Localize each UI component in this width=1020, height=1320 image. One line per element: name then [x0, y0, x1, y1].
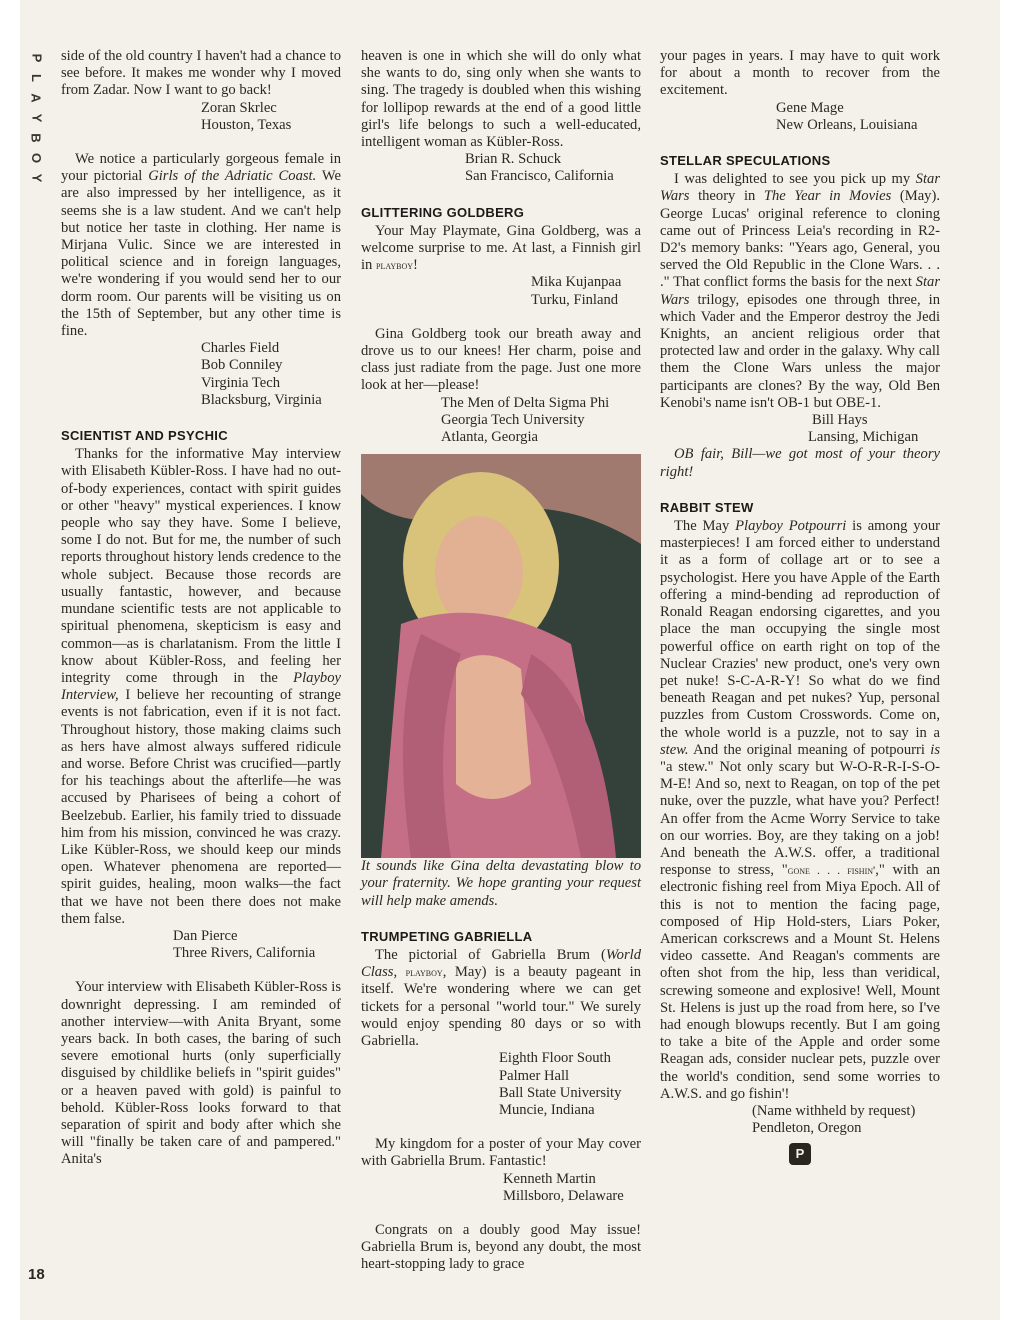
magazine-side-title [26, 48, 46, 188]
letter-paragraph: heaven is one in which she will do only what she wants to do, sing only when she wants to sing. The tragedy is doubled when this wishing for lollipop rewards at the end of a good little girl's life belongs to such a well-educated, intelligent woman as Kübler-Ross. [361, 48, 641, 151]
letter-signature: Charles Field Bob Conniley Virginia Tech Blacksburg, Virginia [201, 340, 322, 408]
letter-signature: Dan Pierce Three Rivers, California [173, 927, 316, 962]
letter-signature: Brian R. Schuck San Francisco, California [465, 151, 614, 185]
column-3 [660, 48, 940, 1165]
editor-reply: OB fair, Bill—we got most of your theory right! [660, 446, 940, 480]
side-title-letter: L [28, 74, 44, 82]
section-heading: STELLAR SPECULATIONS [660, 153, 831, 169]
letter-signature: Mika Kujanpaa Turku, Finland [531, 274, 622, 308]
side-title-letter: B [28, 133, 44, 143]
letter-paragraph: side of the old country I haven't had a chance to see before. It makes me wonder why I moved from Zadar. Now I want to go back! [61, 48, 341, 99]
letter-signature: Eighth Floor South Palmer Hall Ball State University Muncie, Indiana [499, 1050, 622, 1118]
side-title-letter: Y [28, 113, 44, 123]
side-title-letter: O [29, 152, 44, 164]
letter-paragraph: Thanks for the informative May interview with Elisabeth Kübler-Ross. I have had no out-of-body experiences, contact with spirit guides or other "heavy" mystical experiences. I know people who say they have. Some I believe, some I do not. But for me, the number of such reports throughout history lends credence to the whole subject. Because those records are usually fantastic, however, and because mundane scientific tests are not applicable to spiritual phenomena, skepticism is easy and common—as is charlatanism. From the little I know about Kübler-Ross, and feeling her integrity come through in the Playboy Interview, I believe her recounting of strange events is not fabrication, even if it is not fact. Throughout history, those making claims such as hers have almost always suffered ridicule and worse. Before Christ was crucified—partly for his teachings about the afterlife—he was accused by Pharisees of being a cohort of Beelzebub. Earlier, his family tried to dissuade him from his mission, convinced he was crazy. Like Kübler-Ross, we should keep our minds open. Whatever phenomena are reported—spirit guides, healing, moon walks—the fact that we have not been there does not make them false. [61, 446, 341, 927]
side-title-letter: P [28, 53, 44, 63]
letter-signature: (Name withheld by request) Pendleton, Oregon [752, 1102, 916, 1137]
photo-illustration [361, 454, 641, 858]
page-number: 18 [28, 1266, 45, 1283]
side-title-letter: Y [28, 173, 44, 183]
section-heading: GLITTERING GOLDBERG [361, 204, 525, 220]
letter-paragraph: The May Playboy Potpourri is among your masterpieces! I am forced either to understand it as a form of collage art or to see a psychologist. Here you have Apple of the Earth offering a mind-bending ad reproduction of Ronald Reagan endorsing cigarettes, and you place the man occupying the single most powerful office on earth right on top of the Nuclear Crazies' new product, one's very own pet nuke! S-C-A-R-Y! So what do we find beneath Reagan and pet nukes? Yup, personal puzzles from Custom Crosswords. Come on, the whole world is a puzzle, not to say in a stew. And the original meaning of potpourri is "a stew." Not only scary but W-O-R-R-I-S-O-M-E! And so, next to Reagan, on top of the pet nuke, over the puzzle, what have you? Perfect! An offer from the Acme Worry Service to take on our worries. Boy, are they taking on a job! And beneath the A.W.S. offer, a traditional response to stress, "gone . . . fishin'," with an electronic fishing reel from Miya Epoch. All of this is not to mention the facing page, composed of Hip Hold-sters, Liars Poker, American corkscrews and a Mount St. Helens video cassette. And Reagan's comments are often shot from the hip, less than veridical, screwing someone and explosive! Well, Mount St. Helens is just up the road from here, so I've had enough blowups recently. But I am going to take a bite of the Apple and order some Reagan ads, consider nuclear pets, puzzle over the world's condition, send some worries to A.W.S. and go fishin'! [660, 518, 941, 1102]
column-1 [61, 48, 341, 1169]
section-heading: SCIENTIST AND PSYCHIC [61, 428, 228, 444]
column-2 [361, 48, 641, 1274]
side-title-letter: A [28, 93, 44, 103]
letter-signature: Gene Mage New Orleans, Louisiana [776, 99, 918, 133]
letter-signature: The Men of Delta Sigma Phi Georgia Tech University Atlanta, Georgia [441, 394, 610, 446]
letter-paragraph: your pages in years. I may have to quit work for about a month to recover from the excitement. [660, 48, 940, 99]
rabbit-logo-icon: P [789, 1143, 811, 1165]
letter-signature: Zoran Skrlec Houston, Texas [201, 99, 292, 133]
letter-paragraph: My kingdom for a poster of your May cover with Gabriella Brum. Fantastic! [361, 1136, 641, 1170]
letter-signature: Bill Hays Lansing, Michigan [808, 412, 919, 446]
section-heading: TRUMPETING GABRIELLA [361, 928, 533, 944]
letter-paragraph: I was delighted to see you pick up my Star Wars theory in The Year in Movies (May). George Lucas' original reference to cloning came out of Princess Leia's recording in R2-D2's memory banks: "Years ago, General, you served the Old Republic in the Clone Wars. . . ." That conflict forms the basis for the next Star Wars trilogy, episodes one through three, in which Vader and the Emperor destroy the Jedi Knights, an ancient religious order that protected law and order in the galaxy. Why call them the Clone Wars unless the major participants are clones? By the way, Old Ben Kenobi's name isn't OB-1 but OBE-1. [660, 171, 940, 411]
letter-paragraph: The pictorial of Gabriella Brum (World Class, playboy, May) is a beauty pageant in itself. We're wondering where we can get tickets for a personal "world tour." We surely would enjoy spending 80 days or so with Gabriella. [361, 947, 641, 1050]
letter-signature: Kenneth Martin Millsboro, Delaware [503, 1170, 624, 1204]
letter-paragraph: Your May Playmate, Gina Goldberg, was a welcome surprise to me. At last, a Finnish girl in playboy! [361, 222, 641, 274]
letter-paragraph: We notice a particularly gorgeous female in your pictorial Girls of the Adriatic Coast. We are also impressed by her intelligence, as it seems she is a law student. And we can't help but notice her taste in clothing. Her name is Mirjana Vulic. Since we are interested in political science and in foreign languages, we're wondering if you would send her to our dorm room. Our parents will be visiting us on the 15th of September, but any other time is fine. [61, 151, 341, 340]
magazine-page [20, 0, 1000, 1320]
editor-reply: It sounds like Gina delta devastating blow to your fraternity. We hope granting your request will help make amends. [361, 858, 641, 909]
section-heading: RABBIT STEW [660, 499, 754, 515]
playmate-photo [361, 454, 641, 858]
letter-paragraph: Gina Goldberg took our breath away and drove us to our knees! Her charm, poise and class just radiate from the page. Just one more look at her—please! [361, 325, 641, 394]
letter-paragraph: Congrats on a doubly good May issue! Gabriella Brum is, beyond any doubt, the most heart-stopping lady to grace [361, 1221, 641, 1273]
letter-paragraph: Your interview with Elisabeth Kübler-Ross is downright depressing. I am reminded of another interview—with Anita Bryant, some years back. In both cases, the baring of such severe emotional hurts (only superficially disguised by childlike beliefs in "spirit guides" or a heaven paved with gold) is painful to behold. Kübler-Ross looks forward to that separation of spirit and body after which she will "finally be taken care of and pampered." Anita's [61, 979, 341, 1168]
